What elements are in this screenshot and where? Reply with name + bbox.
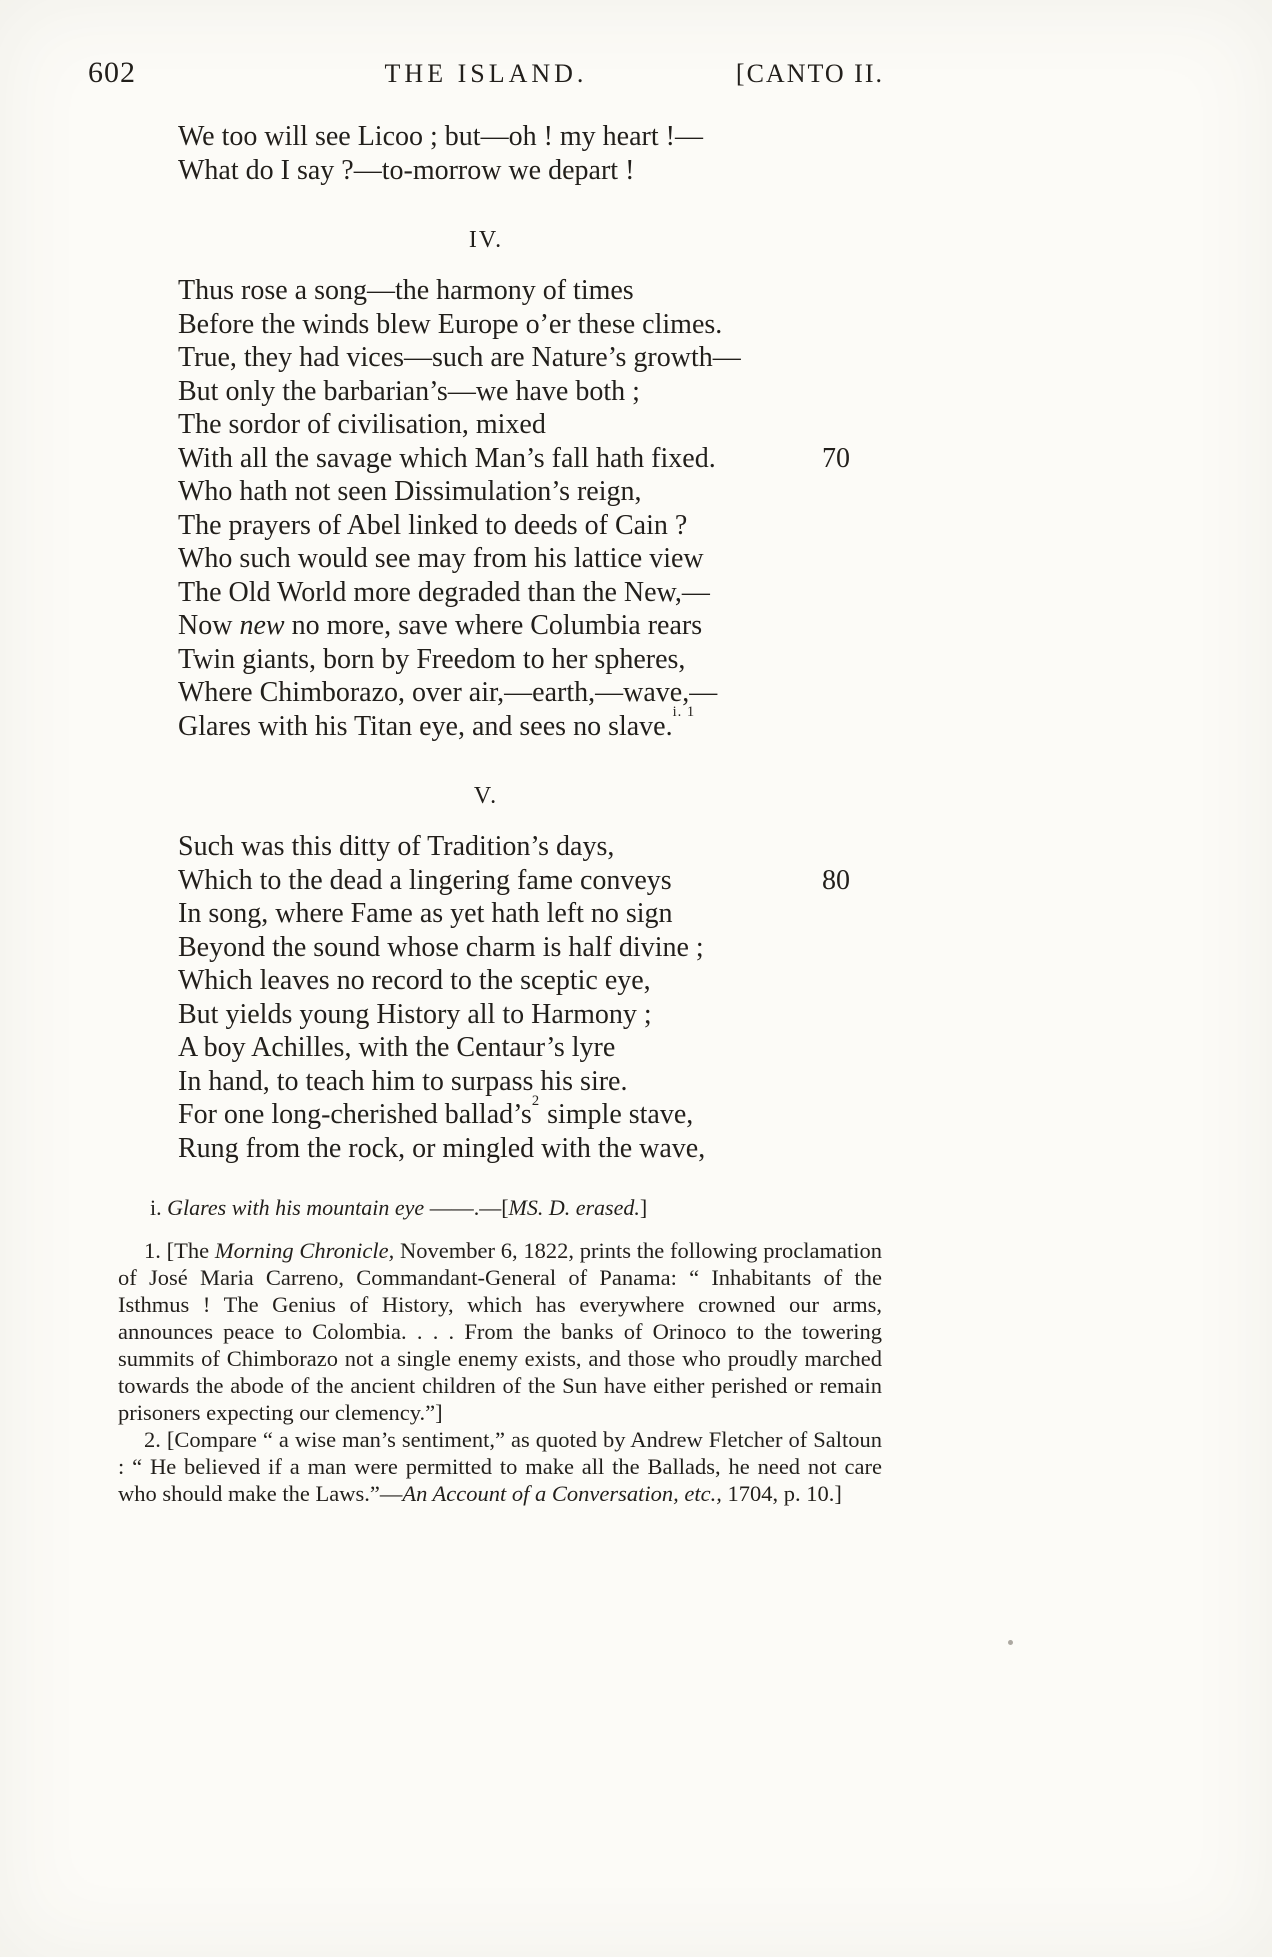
- poem-line-text: Where Chimborazo, over air,—earth,—wave,—: [178, 677, 718, 708]
- footnote-work-title: Morning Chronicle,: [214, 1238, 395, 1263]
- poem-line: [178, 830, 850, 864]
- footnote-text: 1. [The: [144, 1238, 215, 1263]
- poem-line-emphasis: new: [239, 610, 285, 641]
- poem-line-text: Now: [178, 610, 240, 641]
- poem-line-text: The Old World more degraded than the New,—: [178, 576, 710, 608]
- variant-source: MS. D. erased.: [508, 1195, 640, 1220]
- line-number: 70: [822, 442, 850, 474]
- poem-line: [178, 1092, 850, 1132]
- poem-line-text: Which leaves no record to the sceptic eye,: [178, 965, 651, 996]
- stanza-heading-iv: IV.: [468, 227, 504, 253]
- poem-line: [178, 1065, 850, 1099]
- line-number: 80: [822, 864, 850, 896]
- poem-line: [178, 964, 850, 998]
- poem-line: [178, 542, 850, 576]
- variant-bracket-close: ]: [639, 1195, 648, 1220]
- stanza-heading-v: V.: [473, 783, 499, 809]
- poem-line-text: Who hath not seen Dissimulation’s reign,: [178, 476, 642, 507]
- poem-line-text: What do I say ?—to-morrow we depart !: [178, 154, 635, 186]
- variant-note: [150, 1195, 884, 1221]
- poem-line: [178, 341, 850, 375]
- poem-line: [178, 509, 850, 543]
- stanza-iv: [178, 274, 850, 743]
- poem-line: [178, 154, 850, 188]
- poem-line-text: A boy Achilles, with the Centaur’s lyre: [178, 1032, 616, 1063]
- poem-line: [178, 375, 850, 409]
- poem-line-text: Thus rose a song—the harmony of times: [178, 275, 634, 306]
- poem-line-text: For one long-cherished ballad’s: [178, 1099, 532, 1130]
- poem-line: [178, 308, 850, 342]
- poem-line-text: In hand, to teach him to surpass his sire.: [178, 1065, 628, 1097]
- running-title: THE ISLAND.: [384, 59, 588, 88]
- poem-line-text: True, they had vices—such are Nature’s growth—: [178, 342, 741, 373]
- poem-line-text: Who such would see may from his lattice view: [178, 543, 704, 574]
- poem-line: [178, 442, 850, 476]
- poem-line-text: simple stave,: [540, 1099, 694, 1130]
- poem-line: [178, 1132, 850, 1166]
- footnotes: [118, 1237, 882, 1507]
- page-content: [88, 56, 884, 1507]
- poem-line-text: The sordor of civilisation, mixed: [178, 409, 546, 440]
- footnote-text: 1704, p. 10.]: [721, 1481, 842, 1506]
- poem-line-text: With all the savage which Man’s fall hath fixed.: [178, 442, 716, 474]
- running-head: [88, 56, 884, 90]
- poem-line-text: We too will see Licoo ; but—oh ! my heart !—: [178, 121, 703, 152]
- poem-line: [178, 931, 850, 965]
- poem-line: [178, 704, 850, 744]
- poem-line: [178, 864, 850, 898]
- variant-separator: ——.—[: [424, 1195, 509, 1220]
- poem-line-text: Such was this ditty of Tradition’s days,: [178, 831, 615, 862]
- footnote-marker: 2: [531, 1092, 541, 1109]
- poem-line: [178, 897, 850, 931]
- poem-line-text: Glares with his Titan eye, and sees no slave.: [178, 710, 673, 742]
- footnote-work-title: An Account of a Conversation, etc.,: [402, 1481, 722, 1506]
- poem-line: [178, 408, 850, 442]
- footnote-text: 2. [Compare “ a wise man’s sentiment,” as quoted by Andrew Fletcher of Saltoun : “ He believed if a man were permitted to make all the Ballads, he need not care who should make the Laws.”—: [118, 1427, 882, 1506]
- poem-line-text: Twin giants, born by Freedom to her spheres,: [178, 643, 686, 675]
- poem-line-text: Which to the dead a lingering fame conveys: [178, 864, 672, 896]
- poem-line: [178, 120, 850, 154]
- page-number: 602: [88, 56, 136, 89]
- poem-line-text: The prayers of Abel linked to deeds of Cain ?: [178, 509, 688, 541]
- variant-marker: i.: [150, 1195, 162, 1220]
- footnote-marker: i. 1: [672, 704, 696, 721]
- poem-line-text: no more, save where Columbia rears: [284, 610, 703, 641]
- variant-quoted-text: Glares with his mountain eye: [167, 1195, 425, 1220]
- poem-line-text: Rung from the rock, or mingled with the wave,: [178, 1132, 706, 1164]
- stanza-v: [178, 830, 850, 1165]
- poem-line-text: In song, where Fame as yet hath left no sign: [178, 898, 673, 929]
- poem-line: [178, 576, 850, 610]
- footnote-1: [118, 1237, 882, 1426]
- poem-line: [178, 998, 850, 1032]
- stanza-continuation: [178, 120, 850, 187]
- footnote-2: [118, 1426, 882, 1507]
- canto-label: [CANTO II.: [735, 59, 884, 88]
- poem-line: [178, 643, 850, 677]
- poem-line: [178, 475, 850, 509]
- poem-line: [178, 274, 850, 308]
- footnote-text: November 6, 1822, prints the following proclamation of José Maria Carreno, Commandant-General of Panama: “ Inhabitants of the Isthmus ! The Genius of History, which has everywhere crowned our arms, announces peace to Colombia. . . . From the banks of Orinoco to the towering summits of Chimborazo not a single enemy exists, and those who proudly marched towards the abode of the ancient children of the Sun have either perished or remain prisoners expecting our clemency.”]: [118, 1238, 882, 1425]
- poem-line-text: Beyond the sound whose charm is half divine ;: [178, 931, 704, 963]
- poem-line: [178, 676, 850, 710]
- poem-line-text: But only the barbarian’s—we have both ;: [178, 375, 640, 407]
- scan-speck: [1008, 1640, 1013, 1645]
- poem-line-text: But yields young History all to Harmony ;: [178, 998, 652, 1030]
- poem-line: [178, 1031, 850, 1065]
- poem-line: [178, 609, 850, 643]
- poem-line-text: Before the winds blew Europe o’er these climes.: [178, 308, 723, 340]
